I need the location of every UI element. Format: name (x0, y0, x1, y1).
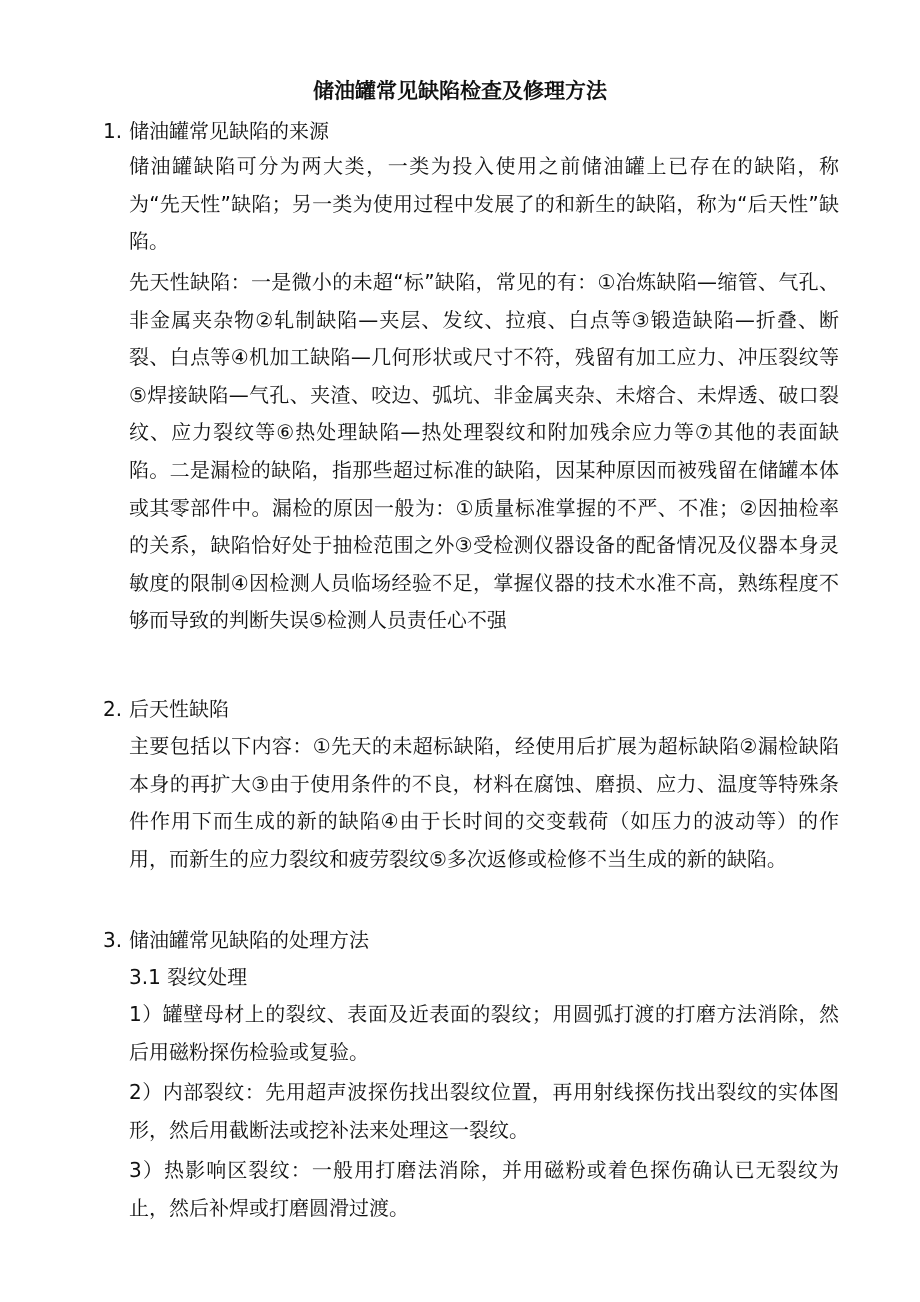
section-2-number: 2. (103, 697, 123, 721)
section-3-subheading: 3.1 裂纹处理 (129, 965, 248, 989)
section-3-heading (103, 925, 369, 955)
section-1-title: 储油罐常见缺陷的来源 (129, 119, 329, 143)
section-3-item-2: 2）内部裂纹：先用超声波探伤找出裂纹位置，再用射线探伤找出裂纹的实体图形，然后用截断法或挖补法来处理这一裂纹。 (129, 1080, 839, 1142)
section-1-number: 1. (103, 119, 123, 143)
section-3-title: 储油罐常见缺陷的处理方法 (129, 928, 369, 952)
section-2-paragraph-1: 主要包括以下内容：①先天的未超标缺陷，经使用后扩展为超标缺陷②漏检缺陷本身的再扩大③由于使用条件的不良，材料在腐蚀、磨损、应力、温度等特殊条件作用下而生成的新的缺陷④由于长时间的交变载荷（如压力的波动等）的作用，而新生的应力裂纹和疲劳裂纹⑤多次返修或检修不当生成的新的缺陷。 (129, 734, 839, 871)
section-1-heading (103, 116, 329, 146)
section-3-item-1: 1）罐壁母材上的裂纹、表面及近表面的裂纹；用圆弧打渡的打磨方法消除，然后用磁粉探伤检验或复验。 (129, 1002, 839, 1064)
section-3-item-3: 3）热影响区裂纹：一般用打磨法消除，并用磁粉或着色探伤确认已无裂纹为止，然后补焊或打磨圆滑过渡。 (129, 1158, 839, 1220)
section-2-heading (103, 694, 229, 724)
section-2-title: 后天性缺陷 (129, 697, 229, 721)
section-1-paragraph-2: 先天性缺陷：一是微小的未超“标”缺陷，常见的有：①冶炼缺陷—缩管、气孔、非金属夹杂物②轧制缺陷—夹层、发纹、拉痕、白点等③锻造缺陷—折叠、断裂、白点等④机加工缺陷—几何形状或尺寸不符，残留有加工应力、冲压裂纹等⑤焊接缺陷—气孔、夹渣、咬边、弧坑、非金属夹杂、未熔合、未焊透、破口裂纹、应力裂纹等⑥热处理缺陷—热处理裂纹和附加残余应力等⑦其他的表面缺陷。二是漏检的缺陷，指那些超过标准的缺陷，因某种原因而被残留在储罐本体或其零部件中。漏检的原因一般为：①质量标准掌握的不严、不准；②因抽检率的关系，缺陷恰好处于抽检范围之外③受检测仪器设备的配备情况及仪器本身灵敏度的限制④因检测人员临场经验不足，掌握仪器的技术水准不高，熟练程度不够而导致的判断失误⑤检测人员责任心不强 (129, 270, 839, 633)
document-title: 储油罐常见缺陷检查及修理方法 (313, 79, 607, 103)
section-3-number: 3. (103, 928, 123, 952)
section-1-paragraph-1: 储油罐缺陷可分为两大类，一类为投入使用之前储油罐上已存在的缺陷，称为“先天性”缺陷；另一类为使用过程中发展了的和新生的缺陷，称为“后天性”缺陷。 (129, 154, 839, 254)
